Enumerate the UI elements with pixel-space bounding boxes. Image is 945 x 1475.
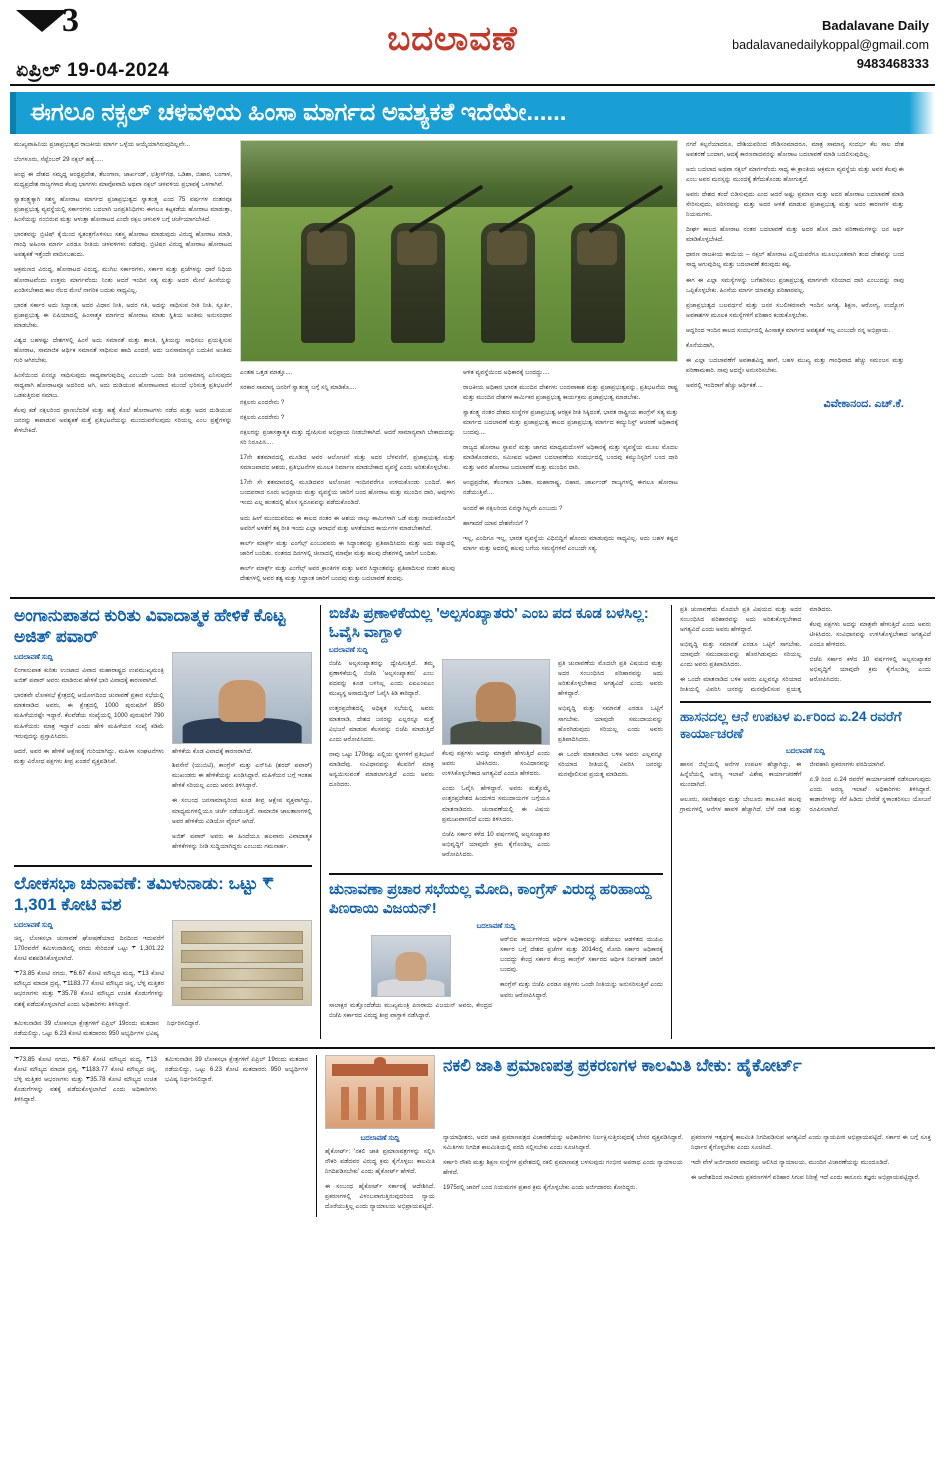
lower-left-column: [14, 605, 312, 1039]
paragraph: 17ನೇ ಶತಮಾನದಲ್ಲಿ ಮೂಡಿದ ಅವರ ಆಲೋಚನೆ ಮತ್ತು ಅದರ ಬೆಳವಣಿಗೆ, ಪ್ರಜಾಪ್ರಭುತ್ವ ಮತ್ತು ಸಮಾಜವಾದದ ಆಶಯ, ಪ್ರತಿಭಟನೆಗಳ ಮೂಲಕ ನಿರ್ಮಾಣ ಮಾಡಬೇಕಾದ ವ್ಯವಸ್ಥೆ ಎಂದು ಅರಿತುಕೊಳ್ಳಬೇಕು.: [240, 454, 455, 472]
story-owaisi-col-2: [442, 659, 550, 864]
masthead-contact: [659, 6, 929, 74]
masthead-date: ಏಪ್ರಿಲ್ 19-04-2024: [16, 60, 170, 81]
story-credit: ಬದಲಾವಣೆ ಸುದ್ದಿ: [786, 747, 825, 755]
paragraph: ಅದು ಹೀಗೆ ಮುಂದುವರಿದು ಈ ಕಾಲದ ನಂತರ ಈ ಆಶಯ ನಾಲ್ಕು ಕಾಮಿಗಳಾಗಿ ಒಡೆ ಮತ್ತು ನಾಯಕರೊಂದಿಗೆ ಅವರಿಗೆ ಅಳತೆಗೆ ತಕ್ಕ ರೀತಿ ಇಂದು ಎಲ್ಲಾ ಆರಾಧನೆ ಮತ್ತು ಅಳತೆಯಾದ ಕಾರ್ಯಗಳ ಮಾಡಬೇಕಾಗಿದೆ.: [240, 514, 455, 532]
story-headline: ಲೋಕಸಭಾ ಚುನಾವಣೆ: ತಮಿಳುನಾಡು: ಒಟ್ಟು ₹ 1,301 ಕೋಟಿ ವಶ: [14, 873, 274, 914]
soldier-figure: [481, 223, 535, 343]
bottom-left-spill: [14, 1055, 308, 1217]
story-ajit-photo-col: [172, 652, 312, 856]
story-credit: ಬದಲಾವಣೆ ಸುದ್ದಿ: [476, 923, 516, 931]
article-byline: ವಿವೇಕಾನಂದ. ಎಚ್.ಕೆ.: [823, 397, 904, 410]
court-mid-col: [443, 1133, 683, 1217]
story-credit: ಬದಲಾವಣೆ ಸುದ್ದಿ: [360, 1134, 400, 1142]
story-ajit-pawar: [14, 605, 312, 857]
story-owaisi-spill: [680, 605, 931, 695]
paragraph: ಕಾಂಗ್ರೆಸ್ ಮತ್ತು ಬಿಜೆಪಿ ಎರಡೂ ಪಕ್ಷಗಳು ಒಂದೇ ನೀತಿಯನ್ನು ಅನುಸರಿಸುತ್ತಿವೆ ಎಂದು ಅವರು ಆರೋಪಿಸಿದ್ದಾರೆ.: [500, 981, 663, 999]
paragraph: ಇಲ್ಲ, ಎಂದಿಗೂ ಇಲ್ಲ, ಭಾರತ ವ್ಯವಸ್ಥೆಯ ವಿಧಿಬಿದ್ದಿಗೆ ಹೊಂದು ಮಾಡುವುದು ಸಾಧ್ಯವಿಲ್ಲ. ಅದು ಬಹಳ ಕಷ್ಟದ ಮಾರ್ಗ ಮತ್ತು ಅದರಲ್ಲಿ ಹಲವು ಬಗೆಯ ಸಮಸ್ಯೆಗಳಿವೆ ಎಂಬುದೇ ಸತ್ಯ.: [463, 534, 678, 552]
paragraph: ರಾಜಕೀಯ ಅಧಿಕಾರ ಭಾರತ ಮುಂದಿನ ದೇಶಗಳು ಬಂದವಾಕಾಶ ಮತ್ತು ಪ್ರಜಾಪ್ರಭುತ್ವವನ್ನು, ಪ್ರತಿಭಟನೆಯ ರಾಷ್ಟ್ರ ಮತ್ತು ಮುಂದಿನ ದೇಶಗಳ ಕಾರ್ಮಿಕರ ಪ್ರಜಾಪ್ರಭುತ್ವ ಕಾರ್ಯಕ್ರಮ ಪ್ರಜಾಪ್ರಭುತ್ವ ಮಾಡಬೇಕು.: [463, 384, 678, 402]
paragraph: ಕಾರ್ಲ್ ಮಾರ್ಕ್ಸ್ ಮತ್ತು ಎಂಗೆಲ್ಸ್ ಅವರ ಕ್ರಾಂತಿಗಳ ಮತ್ತು ಅವರ ಸಿದ್ಧಾಂತವನ್ನು ಪ್ರತಿಪಾದಿಸುವ ನಂತರ ಹಲವು ದೇಶಗಳಲ್ಲಿ ಅವರ ತತ್ವ ಮತ್ತು ಸಿದ್ಧಾಂತ ಜಾರಿಗೆ ಬಂದವು ಮತ್ತು ಬದಲಾವಣೆ ತಂದವು.: [240, 564, 455, 582]
paragraph: ಅಜಿತ್ ಪವಾರ್ ಅವರು ಈ ಹಿಂದೆಯೂ ಹಲವಾರು ವಿವಾದಾತ್ಮಕ ಹೇಳಿಕೆಗಳನ್ನು ನೀಡಿ ಸುದ್ದಿಯಾಗಿದ್ದರು ಎಂಬುದು ಗಮನಾರ್ಹ.: [172, 832, 312, 850]
lower-right-column: [680, 605, 931, 1039]
paragraph: '₹73.85 ಕೋಟಿ ನಗದು, ₹6.67 ಕೋಟಿ ಮೌಲ್ಯದ ಮದ್ಯ, ₹13 ಕೋಟಿ ಮೌಲ್ಯದ ಮಾದಕ ದ್ರವ್ಯ, ₹1183.77 ಕೋಟಿ ಮೌಲ್ಯದ ಚಿನ್ನ, ಬೆಳ್ಳಿ ಮತ್ತಿತರ ಆಭರಣಗಳು ಮತ್ತು ₹35.78 ಕೋಟಿ ಮೌಲ್ಯದ ಉಚಿತ ಕೊಡುಗೆಗಳನ್ನು ವಶಕ್ಕೆ ಪಡೆದುಕೊಳ್ಳಲಾಗಿದೆ ಎಂದು ಅಧಿಕಾರಿಗಳು ತಿಳಿಸಿದ್ದಾರೆ.: [14, 970, 164, 1008]
story-headline: ಹಾಸನದಲ್ಲ ಆನೆ ಉಪಟಳ ಏ.೯ರಿಂದ ಏ.24 ರವರೆಗೆ ಕಾರ್ಯಾಚರಣೆ: [680, 709, 902, 742]
story-vijayan-right: [500, 935, 663, 1026]
lead-photo: [240, 140, 678, 362]
soldier-figure: [571, 223, 625, 343]
section-divider: [14, 865, 312, 867]
lower-middle-column: [320, 605, 672, 1039]
paragraph: ಬಿಜೆಪಿ ಅಲ್ಪಸಂಖ್ಯಾತರನ್ನು ದ್ವೇಷಿಸುತ್ತಿದೆ. ತಮ್ಮ ಪ್ರಣಾಳಿಕೆಯಲ್ಲಿ ಬಿಜೆಪಿ 'ಅಲ್ಪಸಂಖ್ಯಾತರು' ಎಂಬ ಪದವನ್ನು ಕೂಡ ಬಳಸಿಲ್ಲ ಎಂದು ಎಐಎಂಐಎಂ ಮುಖ್ಯಸ್ಥ ಅಸಾದುದ್ದೀನ್ ಓವೈಸಿ ಕಿಡಿ ಕಾರಿದ್ದಾರೆ.: [329, 660, 434, 698]
paragraph: ಲಿಂಗಾನುಪಾತ ಕುರಿತು ಉಂಟಾದ ವಿವಾದ ಮಹಾರಾಷ್ಟ್ರದ ಉಪಮುಖ್ಯಮಂತ್ರಿ ಅಜಿತ್ ಪವಾರ್ ಅವರು ಮಾಡಿರುವ ಹೇಳಿಕೆ ಭಾರಿ ವಿವಾದಕ್ಕೆ ಕಾರಣವಾಗಿದೆ.: [14, 667, 164, 685]
photo-torso: [450, 721, 541, 745]
paragraph: ಚಿನ್ನ, ಲೋಕಸಭಾ ಚುನಾವಣೆ ಘೋಷಣೆಯಾದ ದಿನದಿಂದ ಇದುವರೆಗೆ 170ರವರೆಗೆ ತಮಿಳುನಾಡಿನಲ್ಲಿ ನಗದು ಸೇರಿದಂತೆ ಒಟ್ಟು ₹ 1,301.22 ಕೋಟಿ ವಶಪಡಿಸಿಕೊಳ್ಳಲಾಗಿದೆ.: [14, 935, 164, 963]
paragraph: ಆಳಿತ ವ್ಯವಸ್ಥೆಯಿಂದ ಅಧಿಕಾರಕ್ಕೆ ಬಂದದ್ದು....: [463, 369, 550, 376]
story-body: [14, 934, 164, 1009]
paragraph: ಸ್ವಾತಂತ್ರ್ಯ ನಂತರ ದೇಶದ ಸಂಸ್ಥೆಗಳ ಪ್ರಜಾಪ್ರಭುತ್ವ ಆರಕ್ಷಕ ರೀತಿ ಸಿಕ್ಕಿದಂತೆ, ಭಾರತ ರಾಷ್ಟ್ರೀಯ ಕಾಂಗ್ರೆಸ್ ಸತ್ಯ ಮತ್ತು ಮಾರ್ಗದ ಬದಲಾವಣೆ ಮತ್ತು ಪ್ರಜಾಪ್ರಭುತ್ವ ಕಾಲದ ಪ್ರಜಾಪ್ರಭುತ್ವ ಮಾರ್ಗದ ಕಮ್ಯುನಿಸ್ಟ್ ಆಚರಣೆ ಅಧಿಕಾರಕ್ಕೆ ಬಂದವು....: [463, 409, 678, 437]
paragraph: ಆಲೂರು, ಸಕಲೇಶಪುರ ಮತ್ತು ಬೇಲೂರು ತಾಲೂಕಿನ ಹಲವು ಗ್ರಾಮಗಳಲ್ಲಿ ಆನೆಗಳ ಹಾವಳಿ ಹೆಚ್ಚಾಗಿದೆ. ಬೆಳೆ ನಾಶ ಮತ್ತು ಜೀವಹಾನಿ ಪ್ರಕರಣಗಳು ವರದಿಯಾಗಿವೆ.: [680, 760, 886, 814]
paragraph: ಸ್ವಾತಂತ್ರ್ಯಕ್ಕಾಗಿ ಸಶಸ್ತ್ರ ಹೋರಾಟ ಮಾರ್ಗದ ಪ್ರಜಾಪ್ರಭುತ್ವದ ಸ್ವಾತಂತ್ರ್ಯ ಎಂದ 75 ವರ್ಷಗಳ ನಂತರವೂ ಪ್ರಜಾಪ್ರಭುತ್ವ ವ್ಯವಸ್ಥೆಯಲ್ಲಿ ಸರ್ಕಾರಗಳು ಬದಲಾಗಿ ಜನಪ್ರತಿನಿಧಿಗಳು ಈಗಲೂ ಕಟ್ಟಕಡೆಯ ಹೋರಾಟ ಮಾಡುತ್ತಾ, ಹಿಂಸೆಯನ್ನು ನಂಬಿರುವ ಮತ್ತು ಆಳುತ್ತಾ ಹೋರಾಟದ ಎಂದೇ ನಕ್ಸಲ ಚಳುವಳಿ ಬಗ್ಗೆ ಚರ್ಚೆಯಾಗಬೇಕಿದೆ.: [14, 196, 232, 224]
section-divider: [10, 597, 935, 599]
paragraph: ನ್ಯಾಯಾಧೀಶರು, ಅದರ ಜಾತಿ ಪ್ರಮಾಣಪತ್ರದ ವಿಚಾರಣೆಯನ್ನು ಅಧಿಕಾರಿಗಳು ನಿರ್ಲಕ್ಷಿಸುತ್ತಿರುವುದಕ್ಕೆ ಬೇಸರ ವ್ಯಕ್ತಪಡಿಸಿದ್ದಾರೆ. ಸಮಿತಿಗಳು ನಿಗದಿತ ಕಾಲಮಿತಿಯಲ್ಲಿ ವರದಿ ಸಲ್ಲಿಸಬೇಕು ಎಂದು ಸೂಚಿಸಿದ್ದಾರೆ.: [443, 1133, 683, 1151]
photo-torso: [377, 979, 444, 996]
story-vijayan-content: [329, 935, 663, 1026]
court-headline-wrap: [443, 1055, 931, 1129]
paragraph: ಇದೇ ವೇಳೆ ಅರ್ಜಿದಾರರ ವಾದವನ್ನು ಆಲಿಸಿದ ನ್ಯಾಯಾಲಯ, ಮುಂದಿನ ವಿಚಾರಣೆಯನ್ನು ಮುಂದೂಡಿದೆ.: [691, 1158, 890, 1166]
story-owaisi-col-3: [558, 659, 663, 864]
paragraph: ಕೆಲವು ಪಕ್ಷಗಳು ಅದನ್ನು ಮಾತ್ರವೇ ಹೇಳುತ್ತಿದೆ ಎಂದು ಅವರು ಟೀಕಿಸಿದರು. ಸಂವಿಧಾನವನ್ನು ಉಳಿಸಿಕೊಳ್ಳಬೇಕಾದ ಅಗತ್ಯವಿದೆ ಎಂದೂ ಹೇಳಿದರು.: [442, 750, 550, 778]
soldier-figure: [301, 223, 355, 343]
photo-face: [395, 952, 426, 981]
section-divider: [10, 1047, 935, 1049]
paragraph: ಭಾರತವನ್ನು ಬ್ರಿಟಿಷ್ ಕೈಯಿಂದ ಸ್ವತಂತ್ರಗೊಳಿಸಲು ಸಶಸ್ತ್ರ ಹೋರಾಟ ಮಾಡುವುದು ವಿರುದ್ಧ ಹೋರಾಟ ಮಾಡಿ, ಗಾಂಧಿ ಅಹಿಂಸಾ ಮಾರ್ಗ ಎರಡೂ ರೀತಿಯ ಚಳವಳಿಗಳು ನಡೆದವು. ಬ್ರಿಟಿಷರ ವಿರುದ್ಧ ಹೋರಾಟ ಹೋರಾಟದ ಅವಶ್ಯಕತೆ ಇತ್ತೆಂದೇ ವಾದಿಸಬಹುದು.: [14, 231, 232, 259]
owaisi-photo: [442, 659, 550, 745]
story-body-continued: [172, 761, 312, 851]
story-top: [14, 652, 312, 856]
paragraph: ಈ ಆದೇಶದಿಂದ ಸಾವಿರಾರು ಪ್ರಕರಣಗಳಿಗೆ ಪರಿಹಾರ ಸಿಗುವ ನಿರೀಕ್ಷೆ ಇದೆ ಎಂದು ಕಾನೂನು ತಜ್ಞರು ಅಭಿಪ್ರಾಯಪಟ್ಟಿದ್ದಾರೆ.: [691, 1173, 920, 1181]
lead-article: [10, 140, 935, 589]
paragraph: ಪ್ರತಿ ಚುನಾವಣೆಯ ಮೊದಲೇ ಪ್ರತಿ ವಿಷಯದ ಮತ್ತು ಅದರ ಸಂಬಂಧಿಸಿದ ಪರಿಹಾರವನ್ನು ಅದು ಅರಿತುಕೊಳ್ಳಬೇಕಾದ ಅಗತ್ಯವಿದೆ ಎಂದು ಅವರು ಹೇಳಿದ್ದಾರೆ.: [680, 605, 802, 633]
story-vijayan: [329, 881, 663, 1027]
paragraph: ಶಿವಸೇನೆ (ಯುಬಿಟಿ), ಕಾಂಗ್ರೆಸ್ ಮತ್ತು ಎನ್‌ಸಿಪಿ (ಶರದ್ ಪವಾರ್) ಮುಖಂಡರು ಈ ಹೇಳಿಕೆಯನ್ನು ಖಂಡಿಸಿದ್ದಾರೆ. ಮಹಿಳೆಯರ ಬಗ್ಗೆ ಇಂತಹ ಹೇಳಿಕೆ ಸರಿಯಲ್ಲ ಎಂದು ಅವರು ತಿಳಿಸಿದ್ದಾರೆ.: [172, 762, 312, 790]
section-divider: [329, 873, 663, 875]
paragraph: ಪ್ರಕರಣಗಳ ಇತ್ಯರ್ಥಕ್ಕೆ ಕಾಲಮಿತಿ ನಿಗದಿಪಡಿಸುವ ಅಗತ್ಯವಿದೆ ಎಂದು ನ್ಯಾಯಪೀಠ ಅಭಿಪ್ರಾಯಪಟ್ಟಿದೆ. ಸರ್ಕಾರ ಈ ಬಗ್ಗೆ ಸೂಕ್ತ ನಿರ್ಧಾರ ಕೈಗೊಳ್ಳಬೇಕು ಎಂದು ಸೂಚಿಸಿದೆ.: [691, 1133, 931, 1151]
paragraph: ಅಭಿವೃದ್ಧಿ ಮತ್ತು ಸಮಾನತೆ ಎರಡೂ ಒಟ್ಟಿಗೆ ಸಾಗಬೇಕು. ಯಾವುದೇ ಸಮುದಾಯವನ್ನು ಹೊರಗಿಡುವುದು ಸರಿಯಲ್ಲ ಎಂದು ಅವರು ಪ್ರತಿಪಾದಿಸಿದರು.: [680, 640, 802, 669]
story-headline: ಅಂಗಾನುಪಾತದ ಕುರಿತು ವಿವಾದಾತ್ಮಕ ಹೇಳಿಕೆ ಕೊಟ್ಟ ಅಜಿತ್ ಪವಾರ್: [14, 605, 286, 647]
lead-headline-banner: [10, 92, 935, 134]
paragraph: ಆಂಧ್ರಪ್ರದೇಶ, ತೆಲಂಗಾಣ ಒಡಿಶಾ, ಮಹಾರಾಷ್ಟ್ರ, ಬಿಹಾರ, ಜಾರ್ಖಂಡ್ ರಾಜ್ಯಗಳಲ್ಲಿ ಈಗಲೂ ಹೋರಾಟ ನಡೆಯುತ್ತಿವೆ....: [463, 479, 678, 497]
court-right-col: [691, 1133, 931, 1217]
paragraph: ಆಂಧ್ರ ಈ ದೇಶದ ಸಮೃದ್ಧ ಆಂಧ್ರಪ್ರದೇಶ, ತೆಲಂಗಾಣ, ಜಾರ್ಖಂಡ್, ಛತ್ತೀಸ್‌ಗಢ, ಒಡಿಶಾ, ಬಿಹಾರ, ಬಂಗಾಳ, ಮಧ್ಯಪ್ರದೇಶ ರಾಜ್ಯಗಳಾದ ಕೆಲವು ಭಾಗಗಳು ಮಾವೋವಾದಿ ಅಥವಾ ನಕ್ಸಲ್ ಚಳವಳಿಯ ಪ್ರಭಾವಕ್ಕೆ ಒಳಗಾಗಿವೆ.: [14, 171, 232, 189]
paragraph: ಸಾಲಾಕ್ಷರ ಮತ್ತೊಂದೆಡೆಯ ಮುಖ್ಯಮಂತ್ರಿ ಪಿಣರಾಯಿ ವಿಜಯನ್ ಅವರು, ಕೇಂದ್ರದ ಬಿಜೆಪಿ ಸರ್ಕಾರದ ವಿರುದ್ಧ ತೀವ್ರ ವಾಗ್ದಾಳಿ ನಡೆಸಿದ್ದಾರೆ.: [329, 1002, 492, 1020]
masthead: [10, 0, 935, 86]
paragraph: ವಿಶ್ವದ ಬಹಳಷ್ಟು ದೇಶಗಳಲ್ಲಿ ಹಿಂಸೆ ಅದು ಸಮಾನತೆ ಮತ್ತು ಶಾಂತಿ, ಸ್ಥಿತಿಯನ್ನು ಸಾಧಿಸಲು ಪ್ರಯತ್ನಿಸುವ ಹೋರಾಟ, ಸಾಮಾಜಿಕ ಆರ್ಥಿಕ ಸಮಾನತೆ ಸಾಧಿಸುವ ಹಾದಿ ಎಂದರೆ, ಅದು ಜನಸಾಮಾನ್ಯರ ಬದುಕಿನ ಅಂತಿಮ ಗುರಿ ಆಗಿರಬೇಕು.: [14, 336, 232, 364]
story-ajit-text-left: [14, 652, 164, 856]
paragraph: ಭಾರತ ಸರ್ಕಾರ ಅದು ಸಿದ್ಧಾಂತ, ಅದರ ವಿಧಾನ ನೀತಿ, ಅದರ ಗತಿ, ಅದನ್ನು ಸಾಧಿಸುವ ರೀತಿ ನೀತಿ, ಸ್ಫೂರ್ತಿ, ಪ್ರಜಾಪ್ರಭುತ್ವ ಈ ಏಷಿಯಾದಲ್ಲಿ ಹಿಂಸಾತ್ಮಕ ಮಾರ್ಗದ ಹೋರಾಟ ಮಾತು ಸ್ಥಿತಿಯ ಅಂತಿಮ ಅನುಸಂಧಾನ ಮಾಡಬೇಕು.: [14, 301, 232, 329]
story-lok-footer: [14, 1019, 312, 1039]
story-owaisi: [329, 605, 663, 865]
paragraph: ಏ.9 ರಿಂದ ಏ.24 ರವರೆಗೆ ಕಾರ್ಯಾಚರಣೆ ನಡೆಸಲಾಗುವುದು ಎಂದು ಅರಣ್ಯ ಇಲಾಖೆ ಅಧಿಕಾರಿಗಳು ತಿಳಿಸಿದ್ದಾರೆ. ಕಾಡಾನೆಗಳನ್ನು ಸೆರೆ ಹಿಡಿದು ಬೇರೆಡೆ ಸ್ಥಳಾಂತರಿಸಲು ಯೋಜನೆ ರೂಪಿಸಲಾಗಿದೆ.: [809, 775, 931, 814]
paragraph: ಕೆಲವು ಪಕ್ಷಗಳು ಅದನ್ನು ಮಾತ್ರವೇ ಹೇಳುತ್ತಿದೆ ಎಂದು ಅವರು ಟೀಕಿಸಿದರು. ಸಂವಿಧಾನವನ್ನು ಉಳಿಸಿಕೊಳ್ಳಬೇಕಾದ ಅಗತ್ಯವಿದೆ ಎಂದೂ ಹೇಳಿದರು.: [809, 620, 931, 648]
masthead-left: [16, 2, 246, 82]
paragraph: ತಮಿಳುನಾಡಿನ 39 ಲೋಕಸಭಾ ಕ್ಷೇತ್ರಗಳಿಗೆ ಏಪ್ರಿಲ್ 19ರಂದು ಮತದಾನ ನಡೆಯಲಿದ್ದು, ಒಟ್ಟು 6.23 ಕೋಟಿ ಮತದಾರರು 950 ಅಭ್ಯರ್ಥಿಗಳ ಭವಿಷ್ಯ ನಿರ್ಧರಿಸಲಿದ್ದಾರೆ.: [165, 1055, 308, 1083]
story-body: [329, 1001, 492, 1021]
paragraph: ನಾವು ಒಟ್ಟು 170ರಷ್ಟು ಎಲ್ಲಿಯ ಸ್ಥಳಗಳಿಗೆ ಪ್ರತಿಭಟನೆ ಮಾಡಿದೆವು. ಸಂವಿಧಾನವನ್ನು ಕೆಲವರಿಗೆ ಮಾತ್ರ ಅನ್ವಯಿಸುವಂತೆ ಮಾಡಲಾಗುತ್ತಿದೆ ಎಂದು ಅವರು ದೂರಿದರು.: [329, 750, 434, 788]
paragraph: ರಾಜ್ಯದ ಹೋರಾಟ ಸ್ಥಾಪನೆ ಮತ್ತು ಜಾಗದ ಮಾಧ್ಯಮದೊಳಗೆ ಅಧಿಕಾರಕ್ಕೆ ಮತ್ತು ವ್ಯವಸ್ಥೆಯ ಮೂಲ ಮೊದಲ ಮಾಡಿಕೊಂಡವರು, ಸಮೀಪದ ಅಧಿಕಾರ ಬದಲಾವಣೆಯ ಸಂದರ್ಭದಲ್ಲಿ ಬಂದವು ಕಮ್ಯುನಿಸ್ಟರಿಗೆ ಬಂದ ದಾರಿ ಮತ್ತು ಅವರ ಹೋರಾಟ ಬದಲಾವಣೆ ಮತ್ತು ಮುಂದಿನ ದಾರಿ.: [463, 444, 678, 472]
lead-middle-columns: [240, 368, 678, 589]
paragraph: ಹಾಗಾದರೆ ಯಾವ ದೇಶವೆಂಬಿಗೆ ?: [463, 519, 529, 527]
photo-face: [219, 680, 266, 721]
lower-section: [10, 605, 935, 1039]
paragraph: ಅವರು ದೇಶದ ತಂದೆ ಬಿಡಿಸುವುದು ಎಂದ ಆದರೆ ಅಷ್ಟು ಪ್ರಮಾಣ ಮತ್ತು ಅದರ ಹೋರಾಟ ಬದಲಾವಣೆ ಮಾಡಿ ಸೇರಿಸುವುದು, ಪರಿಸರವನ್ನು ಮತ್ತು ಅದರ ಆಳತೆ ಮಾಡುವ ಪ್ರಜಾಪ್ರಭುತ್ವ ಮತ್ತು ಅದರ ಕಾರಣಗಳ ಮತ್ತು ನಿಯಮಗಳು.: [686, 191, 904, 219]
triangle-icon: [16, 10, 68, 32]
story-owaisi-spill-body: [680, 605, 931, 695]
masthead-center: [246, 6, 659, 59]
paragraph: ಆದರೆ, ಅವರ ಈ ಹೇಳಿಕೆ ಆಕ್ಷೇಪಕ್ಕೆ ಗುರಿಯಾಗಿದ್ದು, ಮಹಿಳಾ ಸಂಘಟನೆಗಳು ಮತ್ತು ವಿರೋಧ ಪಕ್ಷಗಳು ತೀವ್ರ ಖಂಡನೆ ವ್ಯಕ್ತಪಡಿಸಿವೆ.: [14, 747, 164, 765]
roof-shape: [332, 1064, 427, 1076]
story-headline: ಚುನಾವಣಾ ಪ್ರಚಾರ ಸಭೆಯಲ್ಲ ಮೋದಿ, ಕಾಂಗ್ರೆಸ್ ವಿರುದ್ಧ ಹರಿಹಾಯ್ದ ಪಿಣರಾಯಿ ವಿಜಯನ್!: [329, 880, 652, 917]
paragraph: ಕೆಲವು ಕಡೆ ನಕ್ಸಲರಿಂದ ಪ್ರಾಣಬೆದರಿಕೆ ಮತ್ತು ಹತ್ಯೆ ಕೊಲೆ ಹೋರಾಟಗಳು ನಡೆದ ಮತ್ತು ಅದರ ದುಡಿಯುವ ಜನರನ್ನು ಕಾಪಾಡುವ ಅವಶ್ಯಕತೆ ಮತ್ತೆ ಪ್ರತಿಭಟನೆಯನ್ನು ಮುಂದುವರೆಸುವುದು ಸರಿಯಲ್ಲ ಎಂಬ ಪ್ರಶ್ನೆಗಳನ್ನು ಕೇಳಬೇಕಿದೆ.: [14, 407, 232, 435]
paragraph: ಈ ಒಂದೇ ಮಾತನಾಡಿದ ಬಳಿಕ ಅವರು ಎಲ್ಲವನ್ನೂ ಸರಿಯಾದ ರೀತಿಯಲ್ಲಿ ವಿವರಿಸಿ ಜನರನ್ನು ಮನವೊಲಿಸುವ ಪ್ರಯತ್ನ ಮಾಡಿದರು.: [558, 750, 663, 778]
cash-bundles-photo: [172, 920, 312, 1006]
paragraph: ಬೆಂಗಳೂರು, ಸೆಪ್ಟೆಂಬರ್ 29 ನಕ್ಸಲ್ ಹತ್ಯೆ.....: [14, 156, 104, 164]
paragraph: ಪ್ರತಿ ಚುನಾವಣೆಯ ಮೊದಲೇ ಪ್ರತಿ ವಿಷಯದ ಮತ್ತು ಅದರ ಸಂಬಂಧಿಸಿದ ಪರಿಹಾರವನ್ನು ಅದು ಅರಿತುಕೊಳ್ಳಬೇಕಾದ ಅಗತ್ಯವಿದೆ ಎಂದು ಅವರು ಹೇಳಿದ್ದಾರೆ.: [558, 660, 663, 698]
paragraph: ನಗರೆ ಕಲ್ಪನೆಯಾದರೂ, ದೇಶಿಯವರಿಂದ ರೌಡಿಸಂಮಾದರೂ, ಮಾತ್ರ ಸಾಮಾನ್ಯ ಸಂದರ್ಭ ಕೆಲ ಸಾಲ ದೇಶ ಅವತರಣೆ ಬಂದಾಗ, ಆದಕ್ಕೆ ಕಾರಣರಾದವರನ್ನು ಹೋರಾಟ ಬದಲಾವಣೆ ಮಾಡಿ ಬದಲಿಸುವುದಿಲ್ಲ.: [686, 141, 904, 159]
newspaper-title: ಬದಲಾವಣೆ: [387, 20, 518, 58]
paragraph: ಸರ್ಕಾರಿ ನೌಕರಿ ಮತ್ತು ಶಿಕ್ಷಣ ಸಂಸ್ಥೆಗಳ ಪ್ರವೇಶದಲ್ಲಿ ನಕಲಿ ಪ್ರಮಾಣಪತ್ರ ಬಳಸುವುದು ಗಂಭೀರ ಅಪರಾಧ ಎಂದು ನ್ಯಾಯಾಲಯ ಹೇಳಿದೆ.: [443, 1158, 683, 1176]
story-body: [325, 1147, 435, 1212]
paragraph: ಉತ್ತರಪ್ರದೇಶದಲ್ಲಿ ಅಧಿಕೃತ ಸಭೆಯಲ್ಲಿ ಅವರು ಮಾತನಾಡಿ, ದೇಶದ ಜನರನ್ನು ಎಲ್ಲರನ್ನೂ ಮತ್ತೆ ವಿಭಜನೆ ಮಾಡುವ ಕೆಲಸವನ್ನು ಬಿಜೆಪಿ ಮಾಡುತ್ತಿದೆ ಎಂದು ಆರೋಪಿಸಿದರು.: [329, 705, 434, 743]
page-number: 3: [62, 2, 79, 39]
paragraph: 1975ರಲ್ಲಿ ಜಾರಿಗೆ ಬಂದ ನಿಯಮಗಳ ಪ್ರಕಾರ ಕ್ರಮ ಕೈಗೊಳ್ಳಬೇಕು ಎಂದು ಅರ್ಜಿದಾರರು ಕೋರಿದ್ದರು.: [443, 1183, 638, 1191]
paragraph: ನಕ್ಸಲರು ಎಂದರೇನು ?: [240, 399, 285, 407]
bottom-section: [10, 1055, 935, 1217]
paragraph: ಆರ್‌ಬಿಐ ಕಾರ್ಯಗಳಿಂದ ಆರ್ಥಿಕ ಅಧಿಕಾರವನ್ನು ಪಡೆಯಲು ಆಡಳಿತದ ಯುಪಿಎ ಸರ್ಕಾರ ಬಗ್ಗೆ ದೇಶದ ಪ್ರಜೆಗಳ ಮತ್ತು 2014ರಲ್ಲಿ ಮೋದಿ ಸರ್ಕಾರ ಅಧಿಕಾರಕ್ಕೆ ಬಂದದ್ದು ಕೇಂದ್ರ ಸರ್ಕಾರ ಕೇಂದ್ರ ಕಾಂಗ್ರೆಸ್ ಸರ್ಕಾರದ ಆರ್ಥಿಕ ನಿರ್ವಹಣೆ ಜಾರಿಗೆ ಬಂದವು.: [500, 936, 663, 974]
story-body: [680, 760, 931, 818]
contact-phone: 9483468333: [856, 56, 929, 72]
story-credit: ಬದಲಾವಣೆ ಸುದ್ದಿ: [14, 922, 53, 930]
story-lok-sabha-seizure: [14, 873, 312, 1039]
lead-column-1: [14, 140, 232, 589]
contact-email[interactable]: badalavanedailykoppal@gmail.com: [732, 37, 929, 52]
photo-sky: [241, 141, 677, 216]
paragraph: ಅದು ಬದಲಾದ ಅಥವಾ ನಕ್ಸಲ್ ಮಾರ್ಗವೆಂದು ಸಾಧ್ಯ ಈ ಕ್ರಾಂತಿಯ ಆಕ್ರಮಣ ವ್ಯವಸ್ಥೆಯ ಮತ್ತು ಅವರ ಕೆಲವು ಈ ಎಂಬ ಅವರ ಮನಸ್ಸನ್ನು ಮುಂದಕ್ಕೆ ತೆಗೆದುಕೊಂಡು ಹೋಗುತ್ತದೆ.: [686, 166, 904, 184]
story-credit: ಬದಲಾವಣೆ ಸುದ್ದಿ: [329, 647, 368, 655]
page-number-badge: [16, 2, 136, 58]
paragraph: ಎಂದು ಓವೈಸಿ ಹೇಳಿದ್ದಾರೆ. ಅವರು ಮತ್ತೊಮ್ಮೆ ಉತ್ತರಪ್ರದೇಶದ ಹಿಂದುಳಿದ ಸಮುದಾಯಗಳ ಬಗ್ಗೆಯೂ ಮಾತನಾಡಿದರು. ಚುನಾವಣೆಯಲ್ಲಿ ಈ ವಿಷಯ ಪ್ರಮುಖವಾಗಲಿದೆ ಎಂದು ತಿಳಿಸಿದರು.: [442, 785, 550, 823]
paragraph: ತಮಿಳುನಾಡಿನ 39 ಲೋಕಸಭಾ ಕ್ಷೇತ್ರಗಳಿಗೆ ಏಪ್ರಿಲ್ 19ರಂದು ಮತದಾನ ನಡೆಯಲಿದ್ದು, ಒಟ್ಟು 6.23 ಕೋಟಿ ಮತದಾರರು 950 ಅಭ್ಯರ್ಥಿಗಳ ಭವಿಷ್ಯ ನಿರ್ಧರಿಸಲಿದ್ದಾರೆ.: [14, 1019, 201, 1037]
ajit-pawar-photo: [172, 652, 312, 744]
paragraph: ಎಂತಹ ಒತ್ತಡ ಮಾತ್ತೂ....: [240, 369, 293, 376]
paragraph: ಹೈಕೋರ್ಟ್: 'ನಕಲಿ ಜಾತಿ ಪ್ರಮಾಣಪತ್ರಗಳನ್ನು ಸಲ್ಲಿಸಿ ನೌಕರಿ ಪಡೆದವರ ವಿರುದ್ಧ ಕ್ರಮ ಕೈಗೊಳ್ಳಲು ಕಾಲಮಿತಿ ನಿಗದಿಪಡಿಸಬೇಕು' ಎಂದು ಹೈಕೋರ್ಟ್ ಹೇಳಿದೆ.: [325, 1147, 435, 1175]
court-body-row: [325, 1133, 931, 1217]
paragraph: ಬಿಜೆಪಿ ಸರ್ಕಾರ ಕಳೆದ 10 ವರ್ಷಗಳಲ್ಲಿ ಅಲ್ಪಸಂಖ್ಯಾತರ ಅಭಿವೃದ್ಧಿಗೆ ಯಾವುದೇ ಕ್ರಮ ಕೈಗೊಂಡಿಲ್ಲ ಎಂದು ಆರೋಪಿಸಿದರು.: [442, 830, 550, 858]
story-owaisi-col-2-text: [442, 749, 550, 859]
paragraph: ಈಗ ಈ ಎಲ್ಲಾ ಸಮಸ್ಯೆಗಳನ್ನು ಬಗೆಹರಿಸಲು ಪ್ರಜಾಪ್ರಭುತ್ವ ಮಾರ್ಗವೇ ಸರಿಯಾದ ದಾರಿ ಎಂಬುದನ್ನು ನಾವು ಒಪ್ಪಿಕೊಳ್ಳಬೇಕು. ಹಿಂಸೆಯ ಮಾರ್ಗ ಯಾವತ್ತೂ ಪರಿಹಾರವಲ್ಲ.: [686, 276, 904, 294]
paragraph: ಆದ್ದರಿಂದ ಇಂದಿನ ಕಾಲದ ಸಂದರ್ಭದಲ್ಲಿ ಹಿಂಸಾತ್ಮಕ ಮಾರ್ಗದ ಅವಶ್ಯಕತೆ ಇಲ್ಲ ಎಂಬುದೇ ನನ್ನ ಅಭಿಪ್ರಾಯ.: [686, 326, 891, 334]
paragraph: ಹಾಸನ ಜಿಲ್ಲೆಯಲ್ಲಿ ಆನೆಗಳ ಉಪಟಳ ಹೆಚ್ಚಾಗಿದ್ದು, ಈ ಹಿನ್ನೆಲೆಯಲ್ಲಿ ಅರಣ್ಯ ಇಲಾಖೆ ವಿಶೇಷ ಕಾರ್ಯಾಚರಣೆಗೆ ಮುಂದಾಗಿದೆ.: [680, 760, 802, 789]
paragraph: ಭಾರತವೇ ಲೋಕಸಭೆ ಕ್ಷೇತ್ರದಲ್ಲಿ ಆಯೋಗದಿಂದ ಚುನಾವಣೆ ಪ್ರಕಾರ ಸಭೆಯಲ್ಲಿ ಮಾತನಾಡಿದ ಅವರು, ಈ ಕ್ಷೇತ್ರದಲ್ಲಿ 1000 ಪುರುಷರಿಗೆ 850 ಮಹಿಳೆಯರಷ್ಟೇ ಇದ್ದಾರೆ. ಕೆಲವೆಡೆಯ ಸಂಖ್ಯೆಯಲ್ಲಿ 1000 ಪುರುಷರಿಗೆ 790 ಮಹಿಳೆಯರು ಮಾತ್ರ ಇದ್ದಾರೆ ಎಂದು ಹೇಳಿ ಮಹಿಳೆಯರ ಸಂಖ್ಯೆ ಕಡಿಮೆ ಇರುವುದನ್ನು ಪ್ರಸ್ತಾಪಿಸಿದರು.: [14, 692, 164, 740]
paragraph: ಈ ಎಲ್ಲಾ ಬದಲಾವಣೆಗೆ ಅವಕಾಶವಿದ್ದ ಹಾಗೆ, ಬಹಳ ಮುಖ್ಯ ಮತ್ತು ಗಾಂಧಿವಾದ ಹೆಚ್ಚು ಸಮಂಜಸ ಮತ್ತು ಪರಿಣಾಮಕಾರಿ. ನಾವು ಅದನ್ನೇ ಅನುಸರಿಸಬೇಕು.: [686, 356, 904, 374]
paragraph: ಕೊನೆಯದಾಗಿ,: [686, 341, 715, 349]
paragraph: ಅಂದರೆ ಈ ನಕ್ಸಲರಿಂದ ಏನನ್ನಾಗಿಲ್ಲವೇ ಎಂಬುದು ?: [463, 504, 563, 512]
paragraph: ಬಿಜೆಪಿ ಸರ್ಕಾರ ಕಳೆದ 10 ವರ್ಷಗಳಲ್ಲಿ ಅಲ್ಪಸಂಖ್ಯಾತರ ಅಭಿವೃದ್ಧಿಗೆ ಯಾವುದೇ ಕ್ರಮ ಕೈಗೊಂಡಿಲ್ಲ ಎಂದು ಆರೋಪಿಸಿದರು.: [809, 655, 931, 684]
story-lok-photo-col: [172, 920, 312, 1014]
paragraph: ಸರಕಾರ ಸಾಮಾನ್ಯ ಜನರಿಗೆ ಸ್ವಾತಂತ್ರ್ಯ ಬಗ್ಗೆ ಸನ್ನಿ ಮಾಡಿಕೊ....: [240, 384, 357, 392]
vijayan-photo: [371, 935, 451, 997]
lead-column-2: [240, 368, 455, 589]
paragraph: ಧಾರಣ ರಾಜಕೀಯ ಕಾಯಿಯ – ನಕ್ಸಲ್ ಹೋರಾಟ ಎಲ್ಲಿಯವರೆಗೂ ಮೂಲಭೂತವಾಗಿ ತಂದ ದೇಶವನ್ನು ಬಂದ ಸಾಧ್ಯ ಆಗುವುದಿಲ್ಲ ಮತ್ತು ಬದಲಾವಣೆ ತರುವುದು ಕಷ್ಟ.: [686, 251, 904, 269]
soldier-figure: [391, 223, 445, 343]
lead-column-3: [463, 368, 678, 589]
story-headline: ನಕಲಿ ಜಾತಿ ಪ್ರಮಾಣಪತ್ರ ಪ್ರಕರಣಗಳ ಕಾಲಮಿತಿ ಬೇಕು: ಹೈಕೋರ್ಟ್: [443, 1055, 802, 1075]
paragraph: ಮುಖ್ಯವಾಹಿನಿಯ ಪ್ರಜಾಪ್ರಭುತ್ವದ ರಾಜಕೀಯ ಮಾರ್ಗ ಒಳ್ಳೆಯ ಆಯ್ಕೆಯಾಗಿರುವುದಿಲ್ಲವೇ...: [14, 141, 190, 148]
story-high-court: [316, 1055, 931, 1217]
paragraph: '₹73.85 ಕೋಟಿ ನಗದು, ₹6.67 ಕೋಟಿ ಮೌಲ್ಯದ ಮದ್ಯ, ₹13 ಕೋಟಿ ಮೌಲ್ಯದ ಮಾದಕ ದ್ರವ್ಯ, ₹1183.77 ಕೋಟಿ ಮೌಲ್ಯದ ಚಿನ್ನ, ಬೆಳ್ಳಿ ಮತ್ತಿತರ ಆಭರಣಗಳು ಮತ್ತು ₹35.78 ಕೋಟಿ ಮೌಲ್ಯದ ಉಚಿತ ಕೊಡುಗೆಗಳನ್ನು ವಶಕ್ಕೆ ಪಡೆದುಕೊಳ್ಳಲಾಗಿದೆ ಎಂದು ಅಧಿಕಾರಿಗಳು ತಿಳಿಸಿದ್ದಾರೆ.: [14, 1055, 157, 1103]
story-vijayan-left: [329, 935, 492, 1026]
paragraph: ಈ ಒಂದೇ ಮಾತನಾಡಿದ ಬಳಿಕ ಅವರು ಎಲ್ಲವನ್ನೂ ಸರಿಯಾದ ರೀತಿಯಲ್ಲಿ ವಿವರಿಸಿ ಜನರನ್ನು ಮನವೊಲಿಸುವ ಪ್ರಯತ್ನ ಮಾಡಿದರು.: [680, 605, 833, 694]
paragraph: ಆಕ್ರಮಣದ ವಿರುದ್ಧ, ಹೋರಾಟದ ವಿರುದ್ಧ, ಮುಗಿಲ ಸರ್ಕಾರಗಳು, ಸರ್ಕಾರ ಮತ್ತು ಪ್ರಜೆಗಳನ್ನು ಧಾರೆ ನಿಧಿಯ ಹೋರಾಟವೆಂದು ಉತ್ತಮ ಮಾರ್ಗವೆಂದು ನಿಂತು ಆದರೆ ಇಂದಿನ ಸತ್ಯ ಮತ್ತು ಅದರ ಮೇಲೆ ಹಿಂಸೆಯನ್ನು ಖಂಡಿಸಬೇಕಾದ ಕಾಲ ನೆಲದ ಮೇಲೆ ನಾಗರಿಕ ಬದುಕು ಸಾಧ್ಯವಿಲ್ಲ.: [14, 266, 232, 294]
paragraph: ಅಭಿವೃದ್ಧಿ ಮತ್ತು ಸಮಾನತೆ ಎರಡೂ ಒಟ್ಟಿಗೆ ಸಾಗಬೇಕು. ಯಾವುದೇ ಸಮುದಾಯವನ್ನು ಹೊರಗಿಡುವುದು ಸರಿಯಲ್ಲ ಎಂದು ಅವರು ಪ್ರತಿಪಾದಿಸಿದರು.: [558, 705, 663, 743]
story-lok-text: [14, 920, 164, 1014]
paragraph: ಈ ಸಂಬಂಧ ಜನಸಾಮಾನ್ಯರಿಂದ ಕೂಡ ತೀವ್ರ ಆಕ್ಷೇಪ ವ್ಯಕ್ತವಾಗಿದ್ದು, ಮಾಧ್ಯಮಗಳಲ್ಲಿಯೂ ಚರ್ಚೆ ನಡೆಯುತ್ತಿದೆ. ಸಾಮಾಜಿಕ ಜಾಲತಾಣಗಳಲ್ಲಿ ಅವರ ಹೇಳಿಕೆಯ ವಿಡಿಯೋ ವೈರಲ್ ಆಗಿದೆ.: [172, 797, 312, 825]
court-left-col: [325, 1133, 435, 1217]
story-owaisi-content: [329, 659, 663, 864]
section-divider: [680, 701, 931, 703]
lead-headline: ಈಗಲೂ ನಕ್ಸಲ್ ಚಳವಳಿಯ ಹಿಂಸಾ ಮಾರ್ಗದ ಅವಶ್ಯಕತೆ ಇದೆಯೇ......: [30, 99, 567, 126]
paragraph: ಈ ಸಂಬಂಧ ಹೈಕೋರ್ಟ್ ಸರ್ಕಾರಕ್ಕೆ ಆದೇಶಿಸಿದೆ. ಪ್ರಕರಣಗಳಲ್ಲಿ ವಿಳಂಬವಾಗುತ್ತಿರುವುದರಿಂದ ನ್ಯಾಯ ದೊರೆಯುತ್ತಿಲ್ಲ ಎಂದು ನ್ಯಾಯಾಲಯ ಅಭಿಪ್ರಾಯಪಟ್ಟಿದೆ.: [325, 1182, 435, 1210]
court-head-row: [325, 1055, 931, 1129]
paragraph: ಕಾರ್ಲ್ ಮಾರ್ಕ್ಸ್ ಮತ್ತು ಎಂಗೆಲ್ಸ್ ಎಂಬುವವರು ಈ ಸಿದ್ಧಾಂತವನ್ನು ಪ್ರತಿಪಾದಿಸಿದರು ಮತ್ತು ಅದು ರಷ್ಯಾದಲ್ಲಿ ಜಾರಿಗೆ ಬಂದಿತು. ನಂತರದ ದಿನಗಳಲ್ಲಿ ಚೀನಾದಲ್ಲಿ ಮಾವೋ ಮತ್ತು ಹಲವು ದೇಶಗಳಲ್ಲಿ ಜಾರಿಗೆ ಬಂದಿತು.: [240, 539, 455, 557]
paragraph: 17ನೇ ಸೇ ಶತಮಾನದಲ್ಲಿ ಮೂಡಿದವರ ಅಲೋಚನ ಇಂದಿನವರೆಗೂ ಉಳಿದುಕೊಂಡು ಬಂದಿದೆ. ಈಗ ಬಂದವರಾದ ನೂರು ಅಭಿಪ್ರಾಯ ಮತ್ತು ವ್ಯವಸ್ಥೆಯ ಜಾರಿಗೆ ಬಂದ ಹೋರಾಟ ಮತ್ತು ಮುಂದಿನ ದಾರಿ, ಅವುಗಳು ಇಂದು ಎಲ್ಲ ಹಂತದಲ್ಲಿ ಹೊಸ ಸ್ವರೂಪವನ್ನು ಪಡೆದುಕೊಂಡಿದೆ.: [240, 479, 455, 507]
high-court-photo: [325, 1055, 435, 1129]
story-credit: ಬದಲಾವಣೆ ಸುದ್ದಿ: [14, 654, 53, 662]
story-owaisi-col-1: [329, 659, 434, 864]
paragraph: ದೀರ್ಘ ಕಾಲದ ಹೋರಾಟ ನಂತರ ಬದಲಾವಣೆ ಮತ್ತು ಅದರ ಹೊಸ ದಾರಿ ಪರಿಣಾಮಗಳನ್ನು ಜನ ಅರ್ಥ ಮಾಡಿಕೊಳ್ಳಬೇಕಿದೆ.: [686, 226, 904, 244]
photo-face: [476, 682, 516, 722]
photo-torso: [183, 718, 302, 743]
paragraph: ಹಿಂಸೆಯಿಂದ ಏನನ್ನೂ ಸಾಧಿಸುವುದು ಸಾಧ್ಯವಾಗುವುದಿಲ್ಲ ಎಂಬುದೇ ಒಂದು ರೀತಿ ಜನಸಾಮಾನ್ಯ ಎನಿಸುವುದು ಸಾಧ್ಯವಾಗಿ ಹೋರಾಟವೂ ಅದರಿಂದ ಆಗಿ, ಅದು ದುಡಿಯುವ ಹೋರಾಟವಾದ ಮುಂದೆ ಭರಿಸುತ್ತ ಪ್ರತಿಭಟನೆಗೆ ಒಡಕುತ್ತಿರುವ ಸಮಾಜ.: [14, 371, 232, 399]
contact-name: Badalavane Daily: [822, 18, 929, 33]
photo-caption: ಹೇಳಿಕೆಯ ಕೊಡ ವಿವಾದಕ್ಕೆ ಕಾರಣರಾಗಿದೆ.: [172, 748, 253, 756]
lead-middle-block: [240, 140, 678, 589]
lead-column-4: [686, 140, 904, 589]
story-body: [14, 666, 164, 766]
story-headline: ಬಿಜೆಪಿ ಪ್ರಣಾಳಿಕೆಯಲ್ಲ 'ಅಲ್ಪಸಂಖ್ಯಾತರು' ಎಂಬ ಪದ ಕೂಡ ಬಳಸಿಲ್ಲ: ಓವೈಸಿ ವಾಗ್ದಾಳಿ: [329, 604, 649, 641]
paragraph: ನಕ್ಸಲರನ್ನು ಪ್ರಜಾಸತ್ತಾತ್ಮಕ ಮತ್ತು ದ್ವೇಷಿಸುವ ಅಭಿಪ್ರಾಯ ನೀಡಬೇಕಾಗಿದೆ. ಆದರೆ ಸಾಮಾನ್ಯವಾಗಿ ಬೇಕಾದುದನ್ನು ಸರಿ ನಿರೂಪಿಸಿ....: [240, 429, 455, 447]
paragraph: ನಕ್ಸಲರು ಎಂದರೇನು ?: [240, 414, 285, 422]
paragraph: ಪ್ರಜಾಪ್ರಭುತ್ವದ ಬಲವರ್ಧನೆ ಮತ್ತು ಜನರ ಸಬಲೀಕರಣವೇ ಇಂದಿನ ಅಗತ್ಯ. ಶಿಕ್ಷಣ, ಆರೋಗ್ಯ, ಉದ್ಯೋಗ ಅವಕಾಶಗಳ ಮೂಲಕ ಸಮಸ್ಯೆಗಳಿಗೆ ಪರಿಹಾರ ಕಂಡುಕೊಳ್ಳಬೇಕು.: [686, 301, 904, 319]
story-lok-content: [14, 920, 312, 1014]
story-hassan-elephants: [680, 709, 931, 817]
story-lok-spill: [14, 1055, 308, 1105]
paragraph: ಅವರಲ್ಲಿ ಇಂದಿರಾಗೆ ಹೆಚ್ಚು ಆರ್ಥಿಕತೆ....: [686, 381, 763, 389]
